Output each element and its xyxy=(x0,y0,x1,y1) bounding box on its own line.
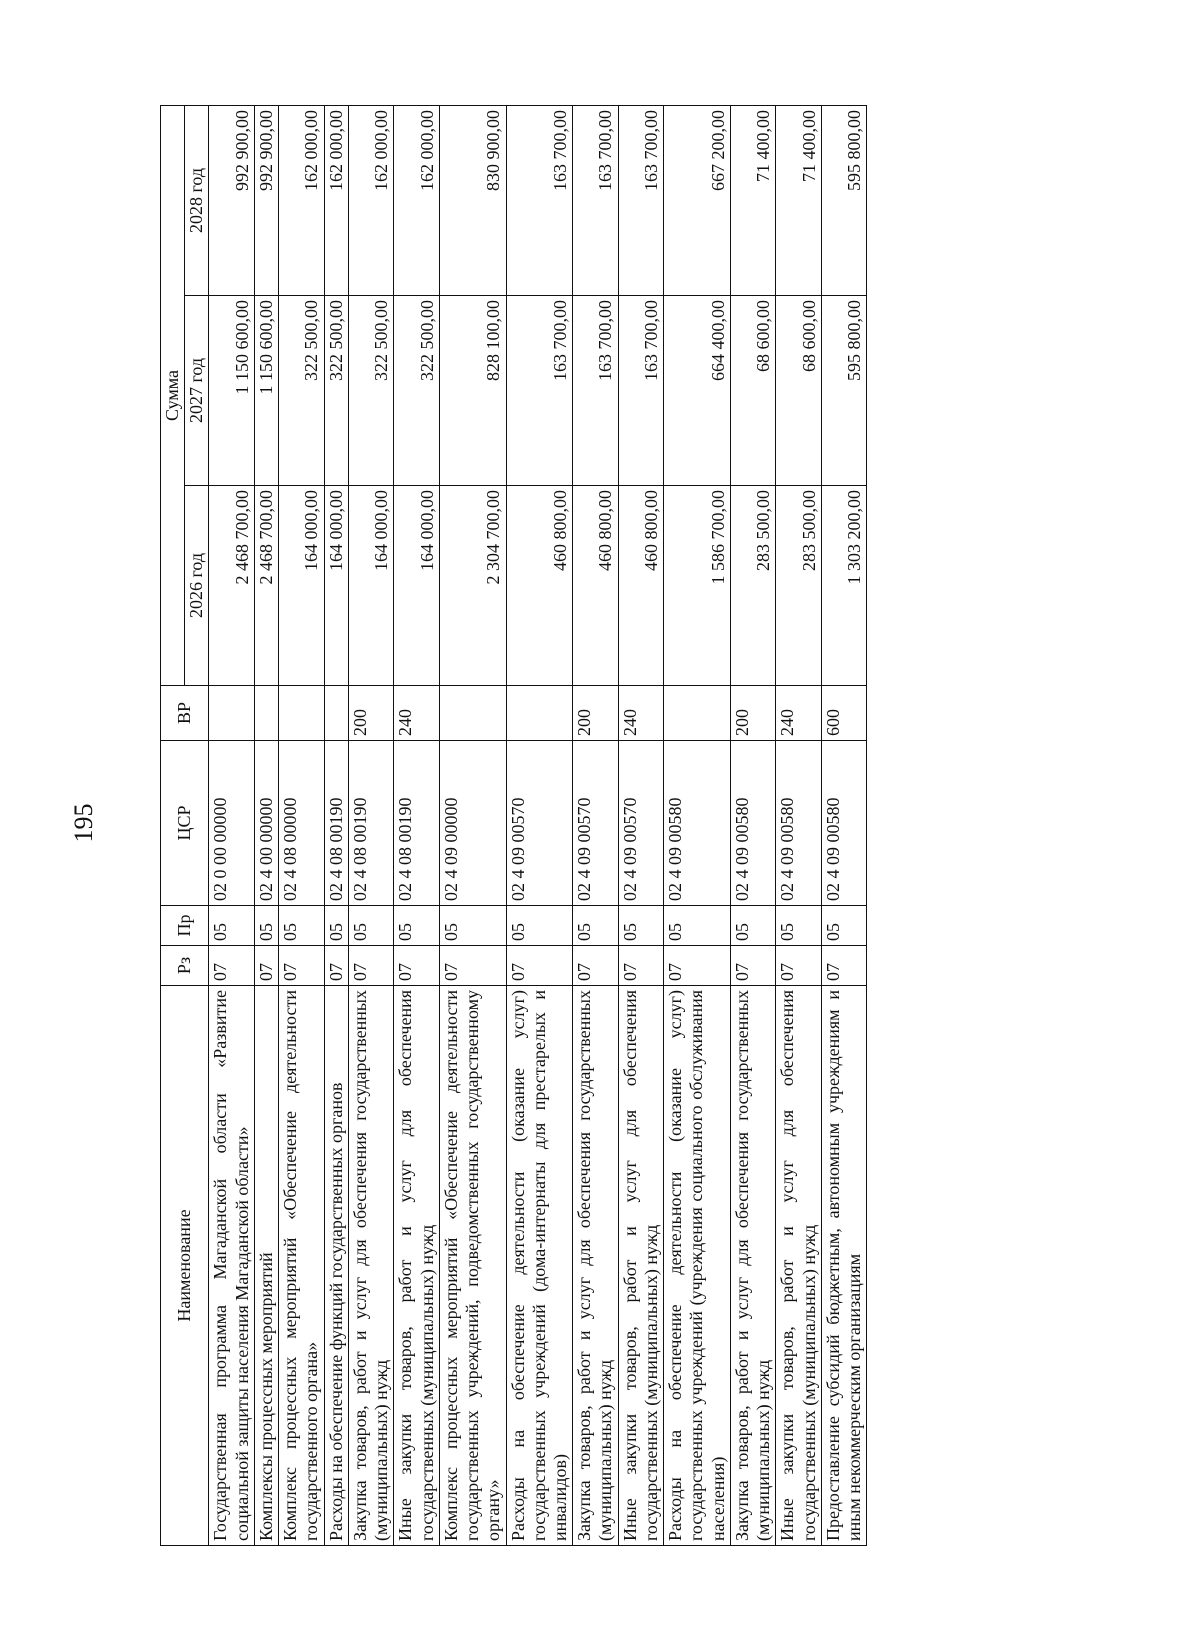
row-pr: 05 xyxy=(664,906,731,946)
row-rz: 07 xyxy=(618,946,663,986)
row-name: Иные закупки товаров, работ и услуг для обеспечения государственных (муниципальных) нужд xyxy=(618,986,663,1546)
row-vr xyxy=(279,686,324,741)
row-csr: 02 4 09 00580 xyxy=(664,741,731,906)
rotated-table-wrapper xyxy=(160,106,1040,1546)
row-sum-2026: 460 800,00 xyxy=(573,486,618,686)
row-sum-2028: 162 000,00 xyxy=(279,105,324,295)
row-name: Комплекс процессных мероприятий «Обеспечение деятельности государственных учреждений, подведомственных государственному органу» xyxy=(439,986,506,1546)
row-name: Закупка товаров, работ и услуг для обеспечения государственных (муниципальных) нужд xyxy=(730,986,775,1546)
row-name: Комплексы процессных мероприятий xyxy=(254,986,278,1546)
row-vr: 200 xyxy=(730,686,775,741)
header-csr: ЦСР xyxy=(161,741,209,906)
row-vr: 200 xyxy=(348,686,393,741)
row-csr: 02 4 09 00000 xyxy=(439,741,506,906)
row-pr: 05 xyxy=(348,906,393,946)
row-name: Расходы на обеспечение деятельности (оказание услуг) государственных учреждений (дома-интернаты для престарелых и инвалидов) xyxy=(506,986,573,1546)
row-sum-2026: 164 000,00 xyxy=(324,486,348,686)
row-pr: 05 xyxy=(209,906,254,946)
row-sum-2026: 164 000,00 xyxy=(348,486,393,686)
row-sum-2026: 1 586 700,00 xyxy=(664,486,731,686)
row-name: Иные закупки товаров, работ и услуг для обеспечения государственных (муниципальных) нужд xyxy=(776,986,821,1546)
row-sum-2027: 68 600,00 xyxy=(776,296,821,486)
table-row xyxy=(821,105,866,1545)
row-pr: 05 xyxy=(439,906,506,946)
row-sum-2026: 2 304 700,00 xyxy=(439,486,506,686)
table-row xyxy=(439,105,506,1545)
row-rz: 07 xyxy=(394,946,439,986)
row-name: Закупка товаров, работ и услуг для обеспечения государственных (муниципальных) нужд xyxy=(573,986,618,1546)
row-rz: 07 xyxy=(506,946,573,986)
row-rz: 07 xyxy=(776,946,821,986)
header-year-2026: 2026 год xyxy=(185,486,209,686)
row-sum-2028: 71 400,00 xyxy=(730,105,775,295)
row-csr: 02 4 00 00000 xyxy=(254,741,278,906)
row-rz: 07 xyxy=(348,946,393,986)
budget-table xyxy=(160,105,867,1546)
row-rz: 07 xyxy=(821,946,866,986)
row-vr xyxy=(439,686,506,741)
row-sum-2027: 1 150 600,00 xyxy=(254,296,278,486)
row-name: Расходы на обеспечение деятельности (оказание услуг) государственных учреждений (учреждения социального обслуживания населения) xyxy=(664,986,731,1546)
table-row xyxy=(324,105,348,1545)
row-pr: 05 xyxy=(618,906,663,946)
table-row xyxy=(506,105,573,1545)
row-sum-2028: 71 400,00 xyxy=(776,105,821,295)
row-csr: 02 4 08 00190 xyxy=(324,741,348,906)
row-sum-2028: 667 200,00 xyxy=(664,105,731,295)
header-vr: ВР xyxy=(161,686,209,741)
header-row xyxy=(161,105,185,1545)
row-csr: 02 0 00 00000 xyxy=(209,741,254,906)
row-csr: 02 4 09 00580 xyxy=(776,741,821,906)
row-sum-2027: 828 100,00 xyxy=(439,296,506,486)
table-row xyxy=(664,105,731,1545)
row-pr: 05 xyxy=(324,906,348,946)
row-sum-2028: 162 000,00 xyxy=(394,105,439,295)
row-sum-2028: 162 000,00 xyxy=(348,105,393,295)
row-sum-2028: 163 700,00 xyxy=(506,105,573,295)
row-rz: 07 xyxy=(254,946,278,986)
table-row xyxy=(776,105,821,1545)
row-sum-2027: 322 500,00 xyxy=(279,296,324,486)
row-sum-2026: 2 468 700,00 xyxy=(254,486,278,686)
row-name: Предоставление субсидий бюджетным, автономным учреждениям и иным некоммерческим организациям xyxy=(821,986,866,1546)
row-pr: 05 xyxy=(279,906,324,946)
row-rz: 07 xyxy=(573,946,618,986)
row-csr: 02 4 09 00570 xyxy=(618,741,663,906)
row-vr xyxy=(254,686,278,741)
row-name: Расходы на обеспечение функций государственных органов xyxy=(324,986,348,1546)
row-rz: 07 xyxy=(209,946,254,986)
table-row xyxy=(618,105,663,1545)
row-vr xyxy=(664,686,731,741)
row-sum-2028: 992 900,00 xyxy=(254,105,278,295)
row-vr xyxy=(324,686,348,741)
row-sum-2028: 595 800,00 xyxy=(821,105,866,295)
row-sum-2026: 460 800,00 xyxy=(618,486,663,686)
row-sum-2026: 1 303 200,00 xyxy=(821,486,866,686)
header-sum: Сумма xyxy=(161,105,185,685)
row-sum-2027: 322 500,00 xyxy=(348,296,393,486)
table-row xyxy=(394,105,439,1545)
row-name: Закупка товаров, работ и услуг для обеспечения государственных (муниципальных) нужд xyxy=(348,986,393,1546)
row-sum-2028: 992 900,00 xyxy=(209,105,254,295)
row-rz: 07 xyxy=(279,946,324,986)
row-csr: 02 4 08 00190 xyxy=(394,741,439,906)
row-rz: 07 xyxy=(664,946,731,986)
row-csr: 02 4 09 00580 xyxy=(730,741,775,906)
row-rz: 07 xyxy=(324,946,348,986)
row-sum-2026: 460 800,00 xyxy=(506,486,573,686)
row-vr: 240 xyxy=(618,686,663,741)
row-name: Государственная программа Магаданской области «Развитие социальной защиты населения Магаданской области» xyxy=(209,986,254,1546)
row-name: Комплекс процессных мероприятий «Обеспечение деятельности государственного органа» xyxy=(279,986,324,1546)
row-csr: 02 4 09 00580 xyxy=(821,741,866,906)
row-sum-2027: 163 700,00 xyxy=(506,296,573,486)
row-pr: 05 xyxy=(776,906,821,946)
table-row xyxy=(348,105,393,1545)
row-pr: 05 xyxy=(394,906,439,946)
row-sum-2027: 163 700,00 xyxy=(573,296,618,486)
row-sum-2028: 163 700,00 xyxy=(618,105,663,295)
row-sum-2028: 162 000,00 xyxy=(324,105,348,295)
page-number-text: 195 xyxy=(69,803,98,843)
row-vr xyxy=(506,686,573,741)
table-row xyxy=(573,105,618,1545)
row-sum-2026: 283 500,00 xyxy=(730,486,775,686)
row-sum-2027: 664 400,00 xyxy=(664,296,731,486)
header-name: Наименование xyxy=(161,986,209,1546)
row-vr xyxy=(209,686,254,741)
row-sum-2026: 283 500,00 xyxy=(776,486,821,686)
row-rz: 07 xyxy=(439,946,506,986)
row-sum-2026: 164 000,00 xyxy=(394,486,439,686)
row-sum-2027: 595 800,00 xyxy=(821,296,866,486)
row-csr: 02 4 09 00570 xyxy=(506,741,573,906)
row-sum-2028: 830 900,00 xyxy=(439,105,506,295)
row-pr: 05 xyxy=(821,906,866,946)
header-rz: Рз xyxy=(161,946,209,986)
row-csr: 02 4 09 00570 xyxy=(573,741,618,906)
row-name: Иные закупки товаров, работ и услуг для обеспечения государственных (муниципальных) нужд xyxy=(394,986,439,1546)
header-year-2028: 2028 год xyxy=(185,105,209,295)
row-sum-2027: 163 700,00 xyxy=(618,296,663,486)
header-pr: Пр xyxy=(161,906,209,946)
table-row xyxy=(279,105,324,1545)
row-sum-2026: 164 000,00 xyxy=(279,486,324,686)
row-sum-2027: 322 500,00 xyxy=(394,296,439,486)
row-pr: 05 xyxy=(730,906,775,946)
row-sum-2028: 163 700,00 xyxy=(573,105,618,295)
row-csr: 02 4 08 00190 xyxy=(348,741,393,906)
row-vr: 240 xyxy=(776,686,821,741)
row-pr: 05 xyxy=(573,906,618,946)
row-vr: 240 xyxy=(394,686,439,741)
row-vr: 200 xyxy=(573,686,618,741)
table-row xyxy=(209,105,254,1545)
row-sum-2027: 68 600,00 xyxy=(730,296,775,486)
row-sum-2027: 322 500,00 xyxy=(324,296,348,486)
row-sum-2027: 1 150 600,00 xyxy=(209,296,254,486)
table-row xyxy=(254,105,278,1545)
row-sum-2026: 2 468 700,00 xyxy=(209,486,254,686)
row-vr: 600 xyxy=(821,686,866,741)
row-pr: 05 xyxy=(506,906,573,946)
row-csr: 02 4 08 00000 xyxy=(279,741,324,906)
row-rz: 07 xyxy=(730,946,775,986)
table-row xyxy=(730,105,775,1545)
row-pr: 05 xyxy=(254,906,278,946)
header-year-2027: 2027 год xyxy=(185,296,209,486)
